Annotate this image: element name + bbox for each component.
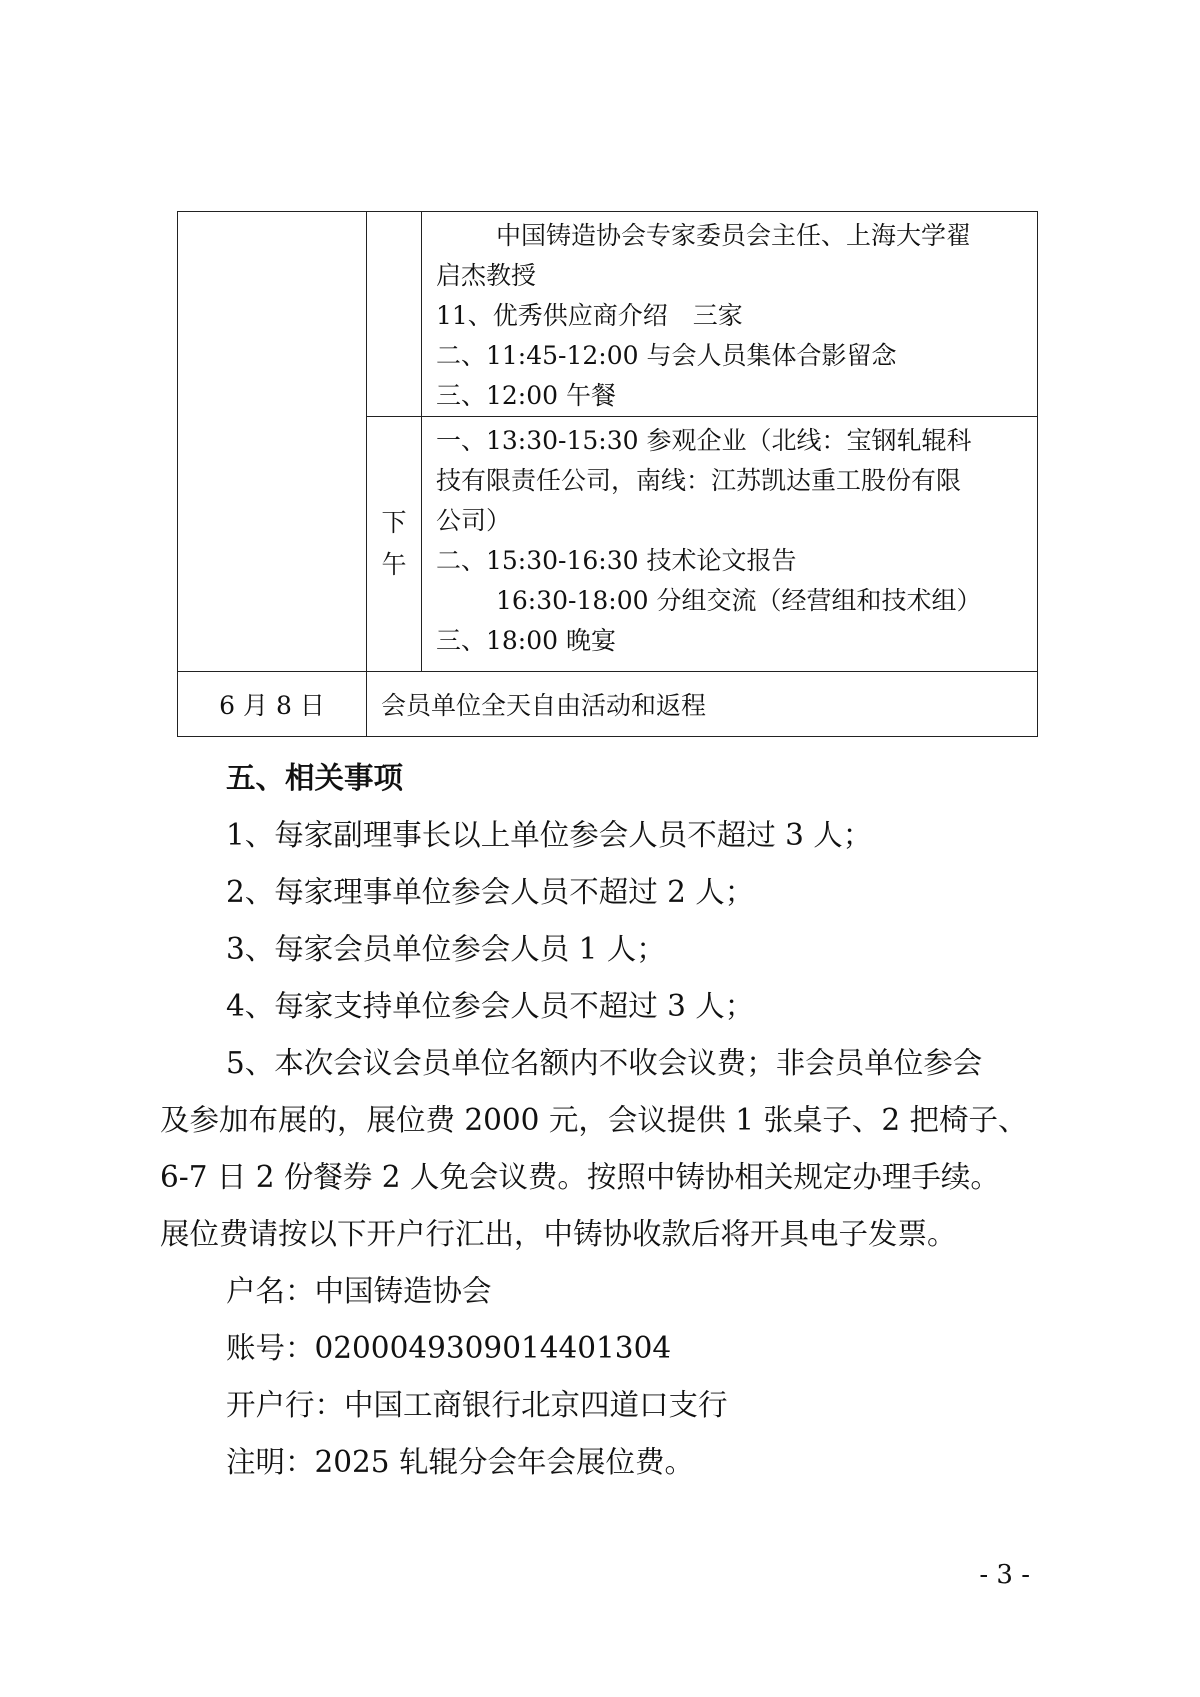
schedule-table [177,211,1038,737]
activity-line: 一、13:30-15:30 参观企业（北线：宝钢轧辊科 [436,426,972,455]
account-name: 户名：中国铸造协会 [226,1274,492,1308]
section-heading: 五、相关事项 [226,761,404,795]
list-item: 4、每家支持单位参会人员不超过 3 人； [226,989,755,1023]
date-cell-empty [178,212,367,672]
list-item: 1、每家副理事长以上单位参会人员不超过 3 人； [226,818,873,852]
activity-line: 中国铸造协会专家委员会主任、上海大学翟 [496,221,972,250]
activity-line: 16:30-18:00 分组交流（经营组和技术组） [496,586,982,615]
activity-line: 启杰教授 [436,261,537,290]
paragraph-line: 展位费请按以下开户行汇出，中铸协收款后将开具电子发票。 [160,1217,957,1251]
paragraph-line: 及参加布展的，展位费 2000 元，会议提供 1 张桌子、2 把椅子、 [160,1103,1028,1137]
page-number: - 3 - [979,1560,1030,1590]
period-cell-morning [367,212,422,417]
activity-line: 二、15:30-16:30 技术论文报告 [436,546,797,575]
period-cell-afternoon [367,417,422,672]
activity-line: 11、优秀供应商介绍 三家 [436,301,743,330]
period-char: 下 [381,508,407,537]
list-item: 3、每家会员单位参会人员 1 人； [226,932,666,966]
list-item: 2、每家理事单位参会人员不超过 2 人； [226,875,755,909]
activity-line: 技有限责任公司，南线：江苏凯达重工股份有限 [436,466,962,495]
activity-cell-afternoon [422,417,1038,672]
schedule-row-morning [178,212,1038,417]
related-matters-section [160,750,1060,1491]
period-char: 午 [381,550,407,579]
activity-line: 二、11:45-12:00 与会人员集体合影留念 [436,341,897,370]
paragraph-line: 6-7 日 2 份餐券 2 人免会议费。按照中铸协相关规定办理手续。 [160,1160,1000,1194]
activity-line: 公司） [436,506,512,535]
schedule-row-june8 [178,672,1038,737]
activity-cell-june8: 会员单位全天自由活动和返程 [367,672,1038,737]
payment-note: 注明：2025 轧辊分会年会展位费。 [226,1445,694,1479]
activity-line: 三、18:00 晚宴 [436,626,616,655]
activity-cell-morning [422,212,1038,417]
bank-name: 开户行：中国工商银行北京四道口支行 [226,1388,728,1422]
account-number: 账号：0200049309014401304 [226,1331,672,1365]
activity-line: 三、12:00 午餐 [436,381,616,410]
paragraph-line: 5、本次会议会员单位名额内不收会议费；非会员单位参会 [226,1046,983,1080]
date-cell-june8: 6 月 8 日 [178,672,367,737]
